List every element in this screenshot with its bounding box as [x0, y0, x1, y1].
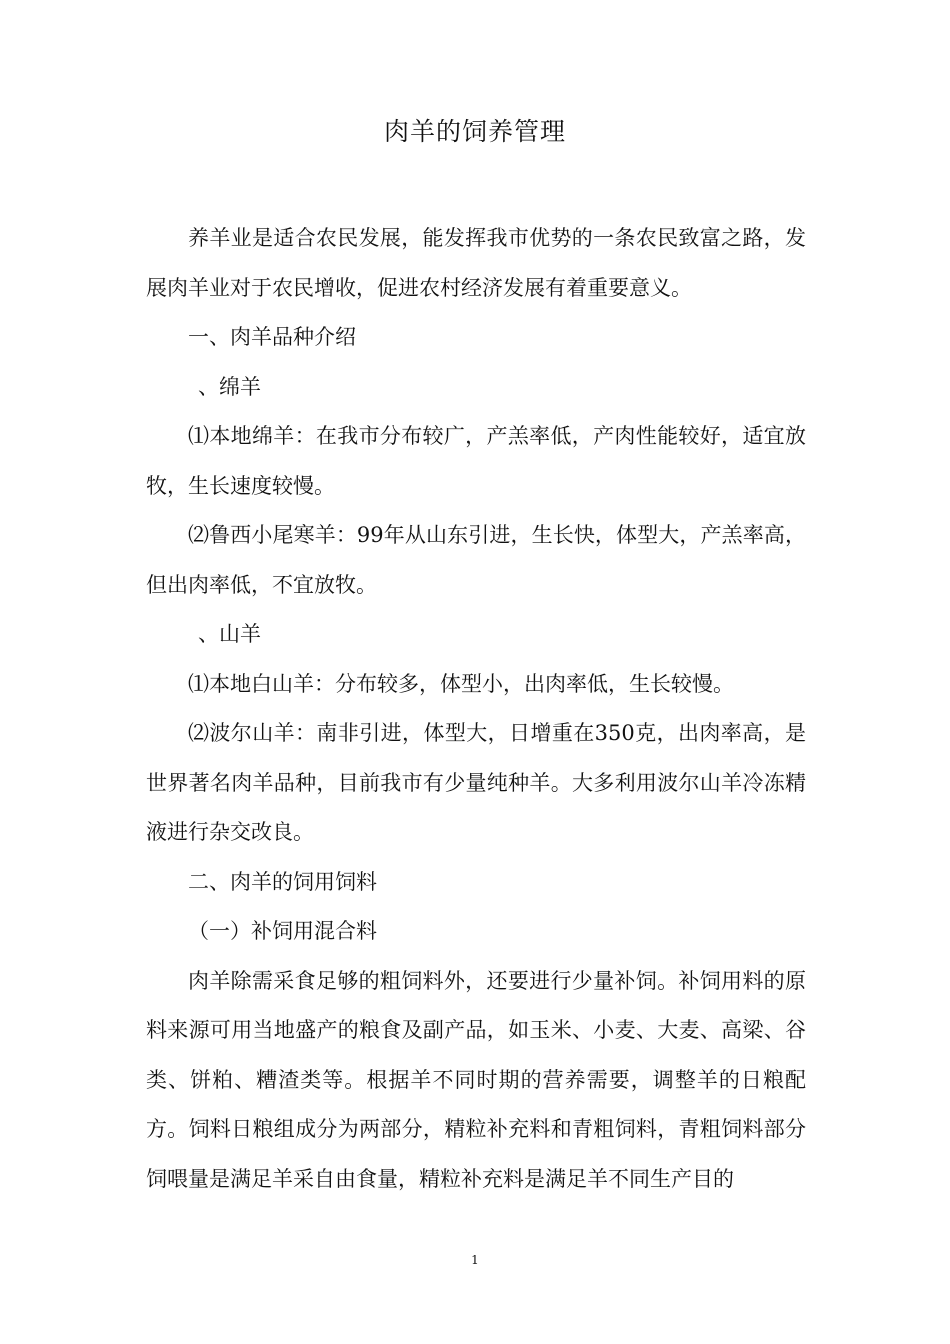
subheading-sheep: 、绵羊 — [198, 374, 261, 399]
subheading-goat: 、山羊 — [198, 622, 261, 646]
heading-breed-introduction: 一、肉羊品种介绍 — [188, 325, 356, 349]
list-item-local-sheep: ⑴本地绵羊：在我市分布较广，产羔率低，产肉性能较好，适宜放牧，生长速度较慢。 — [146, 424, 806, 498]
list-item-local-goat: ⑴本地白山羊：分布较多，体型小，出肉率低，生长较慢。 — [188, 671, 734, 696]
paragraph-supplement-mix: 肉羊除需采食足够的粗饲料外，还要进行少量补饲。补饲用料的原料来源可用当地盛产的粮食及副产品，如玉米、小麦、大麦、高梁、谷类、饼粕、糟渣类等。根据羊不同时期的营养需要，调整羊的日粮配方。饲料日粮组成分为两部分，精粒补充料和青粗饲料，青粗饲料部分饲喂量是满足羊采自由食量，精粒补充料是满足羊不同生产目的 — [146, 968, 806, 1191]
document-title: 肉羊的饲养管理 — [383, 117, 566, 146]
paragraph-intro: 养羊业是适合农民发展，能发挥我市优势的一条农民致富之路，发展肉羊业对于农民增收，促进农村经济发展有着重要意义。 — [146, 226, 806, 300]
subheading-supplement-mix: （一）补饲用混合料 — [188, 919, 377, 943]
document-body — [146, 214, 806, 1204]
heading-feed: 二、肉羊的饲用饲料 — [188, 869, 377, 894]
page-number: 1 — [471, 1253, 479, 1267]
list-item-luxi-sheep: ⑵鲁西小尾寒羊：99年从山东引进，生长快，体型大，产羔率高，但出肉率低，不宜放牧。 — [146, 523, 806, 597]
list-item-boer-goat: ⑵波尔山羊：南非引进，体型大，日增重在350克，出肉率高，是世界著名肉羊品种，目前我市有少量纯种羊。大多利用波尔山羊冷冻精液进行杂交改良。 — [146, 721, 806, 844]
